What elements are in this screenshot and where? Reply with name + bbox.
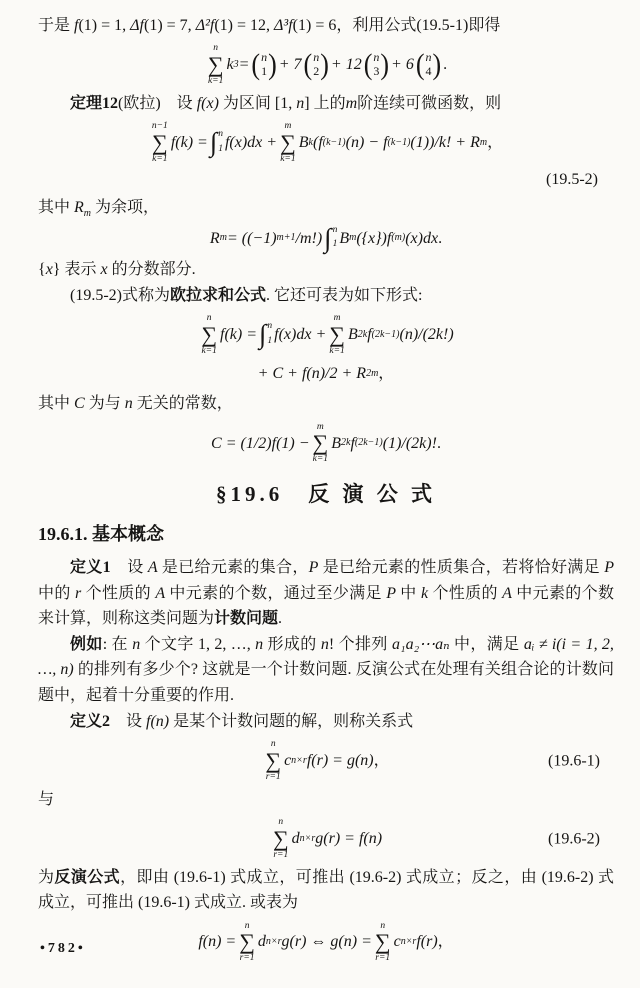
math-run: f (367, 326, 372, 344)
text-run: . (436, 434, 441, 452)
math-run: n (296, 95, 305, 113)
math-run: + 12 (330, 56, 362, 74)
math-run: f (350, 434, 355, 452)
equation (38, 921, 614, 964)
equation-number: (19.5-2) (546, 171, 598, 189)
sigma-icon: ∑ (239, 929, 255, 955)
text-run: 与 (38, 790, 55, 808)
math-run: n (132, 636, 141, 654)
math-run: + 7 (278, 56, 302, 74)
text-run: 其中 (38, 395, 75, 413)
equation (38, 313, 614, 356)
text-run: ， (373, 751, 390, 769)
sum-lower-limit: r=1 (273, 849, 289, 860)
integral-limits (266, 321, 272, 348)
section-19-6-content (38, 555, 614, 963)
sum-upper-limit: n (270, 739, 276, 750)
math-run: f(n) = (198, 933, 237, 951)
math-run: d (257, 933, 266, 951)
math-run: g(r) = f(n) (315, 830, 383, 848)
math-run: x (45, 260, 53, 278)
sum-lower-limit: k=1 (207, 75, 224, 86)
text-run: 为区间 [1, (218, 95, 297, 113)
equation (38, 43, 614, 86)
summation-symbol (375, 921, 391, 964)
sum-upper-limit: n (206, 313, 212, 324)
math-run: f(r) (416, 933, 438, 951)
math-run: P (386, 584, 396, 602)
math-run: B (331, 434, 341, 452)
text-run: 的分数部分. (107, 260, 196, 278)
math-run: A (147, 559, 158, 577)
summation-symbol (273, 817, 289, 860)
paragraph (38, 555, 614, 631)
integral-lower-limit: 1 (267, 335, 273, 346)
binomial-column (312, 51, 320, 79)
paragraph (38, 283, 614, 308)
integral-upper-limit: n (332, 224, 338, 235)
text-run: 中元素的个数，通过至少满足 (165, 584, 387, 602)
math-run: g(r) ⇔ g(n) = (281, 933, 372, 951)
math-run: k (226, 56, 234, 74)
math-run: B (298, 134, 309, 152)
summation-symbol (280, 121, 296, 164)
math-run: C = (1/2)f(1) − (211, 434, 310, 452)
summation-symbol (201, 313, 217, 356)
equation-body: + C + f(n)/2 + R 2m ， (258, 361, 395, 386)
math-run: Δ³f (274, 17, 293, 34)
sum-upper-limit: m (284, 121, 292, 132)
binomial-top: n (261, 49, 268, 64)
math-run: x (100, 260, 108, 278)
integral-lower-limit: 1 (218, 143, 223, 154)
math-run: Δ²f (195, 17, 215, 34)
text-run: 是某个计数问题的解，则称关系式 (169, 712, 414, 730)
integral-icon: ∫ (259, 319, 267, 350)
math-run: Δf (130, 17, 144, 34)
text-run: 为余项， (91, 198, 160, 216)
summation-symbol (152, 121, 168, 164)
sigma-icon: ∑ (265, 747, 282, 773)
text-run: ! 个排列 (328, 636, 393, 654)
text-run: 个性质的 (81, 584, 156, 602)
text-run: (1) = 7, (144, 17, 196, 34)
text-run: (19.5-2)式称为 (70, 287, 170, 305)
sum-lower-limit: k=1 (280, 153, 296, 164)
text-run: 是已给元素的集合， (157, 559, 309, 577)
math-run: = (238, 56, 250, 74)
summation-symbol (265, 739, 281, 782)
equation-number: (19.6-1) (548, 751, 600, 769)
binomial-coefficient (363, 47, 390, 81)
equation-body: n ∑ k=1 k 3 = ( n 1 ) + 7 ( n 2 ) + 12 ( n 3 ) + 6 ( n 4 ) . (207, 43, 448, 86)
sum-lower-limit: r=1 (375, 953, 391, 964)
sum-upper-limit: m (316, 421, 324, 432)
bold-text-run: 例如 (70, 636, 103, 654)
section-heading: §19.6 反 演 公 式 (216, 481, 436, 506)
paragraph (38, 709, 614, 734)
text-run: . (443, 56, 448, 74)
summation-symbol (313, 422, 329, 465)
paragraph (38, 13, 614, 38)
text-run: (1) = 1, (78, 17, 131, 34)
text-run: ， (437, 933, 454, 951)
binomial-bottom: 2 (313, 63, 320, 78)
equation-body: n ∑ k=1 f(k) = ∫ n 1 f(x)dx + m ∑ k=1 B 2k f (2k−1) (n)/(2k!) (201, 313, 454, 356)
sigma-icon: ∑ (152, 129, 168, 155)
binomial-top: n (373, 49, 380, 64)
equation-body: n ∑ r=1 d n×r g(r) = f(n) (272, 817, 383, 860)
sigma-icon: ∑ (329, 321, 345, 347)
math-run: (1)/(2k)! (382, 434, 437, 452)
math-run: f (74, 17, 79, 34)
equation-body: C = (1/2)f(1) − m ∑ k=1 B 2k f (2k−1) (1)/(2k)! . (211, 421, 441, 465)
math-run: P (604, 559, 614, 577)
math-run: m (345, 95, 358, 113)
math-run: n (320, 636, 329, 654)
text-run: 其中 (38, 198, 75, 216)
right-paren: ) (320, 47, 329, 81)
paragraph (38, 787, 614, 812)
equation (38, 422, 614, 465)
binomial-coefficient (303, 47, 329, 81)
binomial-column (260, 51, 268, 79)
left-paren: ( (363, 47, 373, 81)
equation-body: f(n) = n ∑ r=1 d n×r g(r) ⇔ g(n) = n ∑ r=1 c n×r f(r) ， (198, 920, 454, 964)
sigma-icon: ∑ (280, 129, 296, 155)
math-run: B (339, 229, 350, 247)
math-run: r (75, 584, 82, 602)
binomial-bottom: 1 (261, 63, 268, 78)
text-run: ， (378, 365, 395, 383)
equation-number: (19.6-2) (548, 830, 600, 848)
math-run: + 6 (391, 56, 414, 74)
math-run: f(k) = (170, 134, 208, 152)
math-run: (f (313, 134, 323, 152)
math-run: (1))/k! + R (410, 134, 480, 152)
integral-icon: ∫ (324, 222, 332, 253)
math-run: ({x})f (356, 229, 392, 247)
left-paren: ( (415, 47, 425, 81)
text-run: 无关的常数， (132, 395, 233, 413)
math-run: f(k) = (220, 326, 257, 344)
right-paren: ) (380, 47, 390, 81)
text-run: : 在 (102, 636, 133, 654)
sum-upper-limit: n (380, 920, 386, 931)
summation-symbol (329, 313, 345, 356)
sum-upper-limit: n−1 (151, 121, 168, 132)
math-run: + C + f(n)/2 + R (257, 365, 367, 383)
sum-lower-limit: k=1 (152, 153, 168, 164)
equation (38, 817, 614, 860)
math-run: A (502, 584, 512, 602)
binomial-bottom: 3 (373, 63, 380, 78)
bold-text-run: 定理12 (70, 95, 119, 113)
text-run: 为 (38, 869, 55, 887)
text-run: 为与 (84, 395, 125, 413)
sigma-icon: ∑ (207, 51, 224, 77)
equation (38, 739, 614, 782)
integral-limits (332, 225, 338, 252)
integral-symbol (259, 321, 272, 348)
math-run: f(r) = g(n) (306, 751, 374, 769)
right-paren: ) (432, 47, 442, 81)
math-run: B (347, 326, 358, 344)
math-run: (n) − f (345, 134, 388, 152)
math-run: f(n) (146, 712, 170, 730)
section-19-5-content (38, 13, 614, 465)
bold-text-run: 计数问题 (214, 609, 279, 627)
integral-lower-limit: 1 (332, 239, 338, 250)
paragraph (38, 391, 614, 416)
bold-text-run: 定义1 (70, 559, 111, 577)
sigma-icon: ∑ (272, 825, 289, 851)
binomial-column (425, 51, 433, 79)
equation (38, 361, 614, 386)
sigma-icon: ∑ (312, 430, 329, 456)
paragraph (38, 632, 614, 708)
math-run: a₁a₂⋯aₙ (392, 636, 450, 654)
sum-lower-limit: k=1 (201, 345, 217, 356)
sum-lower-limit: k=1 (329, 345, 345, 356)
sum-upper-limit: m (333, 313, 341, 324)
text-run: 于是 (38, 17, 75, 34)
integral-upper-limit: n (218, 129, 223, 140)
text-run: 形成的 (263, 636, 321, 654)
math-run: n (124, 395, 133, 413)
sum-lower-limit: r=1 (265, 771, 281, 782)
math-run: /m!) (295, 229, 323, 247)
text-run: ， (487, 134, 504, 152)
text-run: . (438, 229, 443, 247)
math-run: (n)/(2k!) (399, 326, 454, 344)
binomial-top: n (425, 49, 432, 64)
text-run: 个文字 1, 2, …, (140, 636, 256, 654)
equation (38, 222, 614, 253)
paragraph (38, 91, 614, 116)
math-run: c (284, 751, 292, 769)
text-run: 中 (395, 584, 421, 602)
binomial-bottom: 4 (425, 63, 432, 78)
equation-body: n−1 ∑ k=1 f(k) = ∫ n 1 f(x)dx + m ∑ k=1 B k (f (k−1) (n) − f (k−1) (1))/k! + R m ， (151, 121, 504, 164)
equation (38, 121, 614, 164)
bold-text-run: 反演公式 (54, 869, 121, 887)
bold-text-run: 欧拉求和公式 (170, 287, 267, 305)
page-number: •782• (40, 940, 86, 956)
math-run: A (155, 584, 166, 602)
text-run: 的排列有多少个? 这就是一个计数问题. 反演公式在处理有关组合论的计数问题中，起着十分重要的作用. (38, 661, 614, 704)
text-run: 阶连续可微函数，则 (357, 95, 502, 113)
binomial-coefficient (251, 47, 277, 81)
equation-body: R m = ((−1) m+1 /m!) ∫ n 1 B m ({x})f (m) (x)dx . (209, 222, 443, 253)
math-run: R (209, 229, 220, 247)
equation-body: n ∑ r=1 c n×r f(r) = g(n) ， (265, 739, 390, 782)
text-run: 个性质的 (428, 584, 503, 602)
sum-lower-limit: k=1 (312, 454, 329, 465)
binomial-top: n (313, 49, 320, 64)
text-run: (1) = 6，利用公式(19.5-1)即得 (292, 17, 501, 34)
text-run: 中元素的个数来计算，则称这类问题为 (38, 584, 614, 627)
math-run: k (421, 584, 429, 602)
text-run: 设 (110, 712, 147, 730)
left-paren: ( (251, 47, 261, 81)
math-run: C (74, 395, 85, 413)
text-run: 是已给元素的性质集合，若将恰好满足 (318, 559, 605, 577)
integral-upper-limit: n (267, 321, 273, 332)
text-run: . (278, 609, 283, 627)
math-run: aᵢ ≠ i(i = 1, 2, …, n) (38, 636, 614, 679)
text-run: 中，满足 (449, 636, 524, 654)
integral-icon: ∫ (209, 127, 218, 158)
summation-symbol (239, 921, 255, 964)
text-run: 中的 (38, 584, 76, 602)
text-run: (欧拉) 设 (118, 95, 197, 113)
subscript: m (83, 207, 92, 219)
text-run: 设 (110, 559, 148, 577)
sum-upper-limit: n (278, 817, 284, 828)
sigma-icon: ∑ (201, 321, 217, 347)
sum-lower-limit: r=1 (239, 953, 255, 964)
binomial-column (372, 51, 380, 79)
math-run: P (308, 559, 319, 577)
math-run: d (291, 830, 300, 848)
summation-symbol (208, 43, 224, 86)
paragraph (38, 257, 614, 282)
math-run: R (74, 198, 84, 216)
integral-symbol (324, 222, 338, 253)
subsection-heading: 19.6.1. 基本概念 (38, 523, 164, 544)
paragraph (38, 195, 614, 220)
sum-upper-limit: n (213, 43, 219, 54)
math-run: c (393, 933, 401, 951)
text-run: ，即由 (19.6-1) 式成立，可推出 (19.6-2) 式成立；反之，由 (19.6-2) 式成立，可推出 (19.6-1) 式成立. 或表为 (38, 869, 614, 912)
math-run: f(x) (196, 95, 219, 113)
math-run: = ((−1) (226, 229, 277, 247)
sigma-icon: ∑ (374, 929, 391, 955)
text-run: } 表示 (52, 260, 101, 278)
math-run: (x)dx (405, 229, 439, 247)
binomial-coefficient (415, 47, 442, 81)
paragraph (38, 865, 614, 916)
integral-symbol (210, 129, 223, 156)
bold-text-run: 定义2 (70, 712, 111, 730)
right-paren: ) (268, 47, 277, 81)
text-run: (1) = 12, (214, 17, 275, 34)
text-run: { (38, 260, 46, 278)
text-run: ] 上的 (304, 95, 346, 113)
math-run: f(x)dx + (224, 134, 278, 152)
math-run: f(x)dx + (274, 326, 327, 344)
sum-upper-limit: n (244, 920, 250, 931)
integral-limits (217, 129, 223, 156)
text-run: . 它还可表为如下形式: (266, 287, 423, 305)
left-paren: ( (303, 47, 313, 81)
math-run: n (255, 636, 264, 654)
